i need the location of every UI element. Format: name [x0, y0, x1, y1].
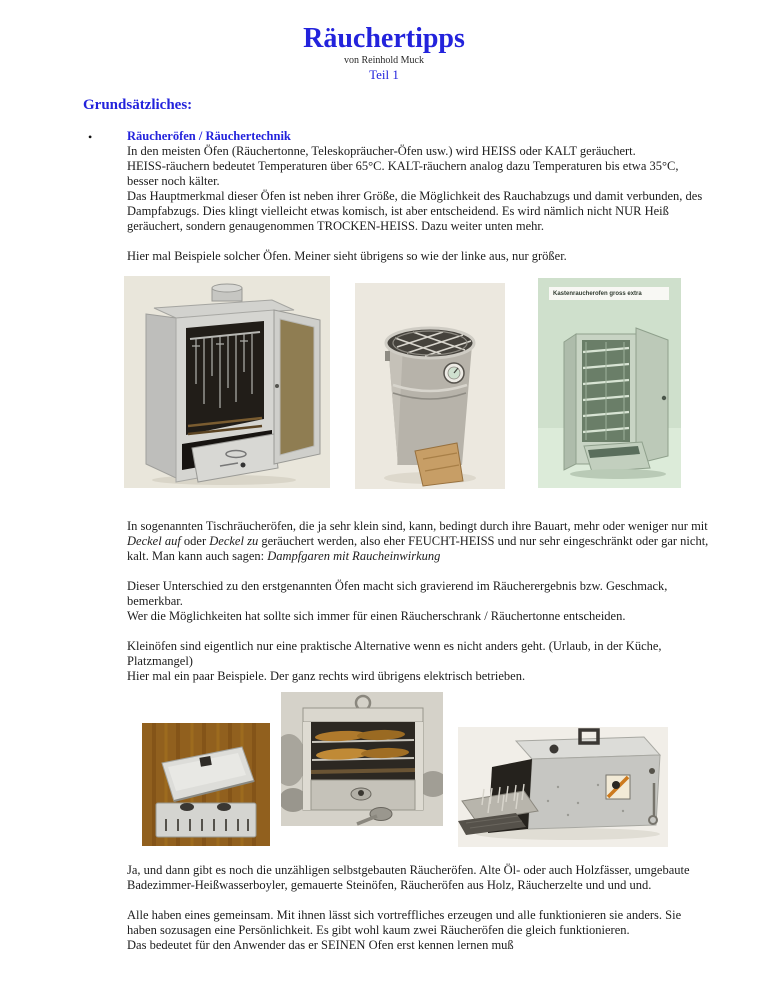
paragraph-6 — [127, 863, 768, 893]
section-heading: Grundsätzliches: — [83, 97, 193, 113]
fish-smoker-illustration — [281, 692, 443, 826]
text-line: Alle haben eines gemeinsam. Mit ihnen lässt sich vortreffliches erzeugen und alle funktionieren sie anders. Sie — [127, 908, 682, 922]
paragraph-7 — [127, 908, 768, 953]
italic-text: Dampfgaren mit Raucheinwirkung — [267, 549, 441, 563]
figure-caption: Kastenraucherofen gross extra — [553, 291, 642, 297]
text-line: besser noch kälter. — [127, 174, 220, 188]
paragraph-1 — [127, 144, 768, 234]
page-title: Räuchertipps — [303, 23, 465, 54]
text-line: Kleinöfen sind eigentlich nur eine praktische Alternative wenn es nicht anders geht. (Urlaub, in der Küche, — [127, 639, 662, 653]
text-segment: oder — [180, 534, 210, 548]
text-line: Dieser Unterschied zu den erstgenannten Öfen macht sich gravierend im Räucherergebnis bzw. Geschmack, — [127, 579, 668, 593]
figure-row-2 — [0, 692, 768, 849]
bullet-heading: Räucheröfen / Räuchertechnik — [127, 129, 291, 143]
text-line: geräuchert, sondern genaugenommen TROCKEN-HEISS. Dazu weiter unten mehr. — [127, 219, 545, 233]
figure-row-1 — [0, 276, 768, 491]
raeucherschrank-photo — [124, 276, 330, 488]
bullet-item — [88, 129, 768, 234]
part-label: Teil 1 — [369, 67, 399, 82]
byline: von Reinhold Muck — [344, 55, 424, 66]
paragraph-3 — [127, 519, 768, 564]
fischraeucherofen-photo — [281, 692, 443, 826]
box-smoker-illustration — [538, 278, 681, 488]
text-line — [127, 534, 768, 549]
text-line: Badezimmer-Heißwasserboyler, gemauerte Steinöfen, Räucheröfen aus Holz, Räucherzelte und und und. — [127, 878, 652, 892]
kastenraeucherofen-photo — [538, 278, 681, 488]
bullet-icon: • — [88, 130, 93, 144]
raeuchertonne-photo — [355, 283, 505, 489]
text-line: In den meisten Öfen (Räuchertonne, Teleskopräucher-Öfen usw.) wird HEISS oder KALT geräuchert. — [127, 144, 636, 158]
table-smoker-illustration — [142, 723, 270, 846]
text-line: In sogenannten Tischräucheröfen, die ja sehr klein sind, kann, bedingt durch ihre Bauart, mehr oder weniger nur mit — [127, 519, 708, 533]
text-line: Ja, und dann gibt es noch die unzähligen selbstgebauten Räucheröfen. Alte Öl- oder auch Holzfässer, umgebaute — [127, 863, 690, 877]
text-line — [127, 549, 768, 564]
text-line: Das bedeutet für den Anwender das er SEINEN Ofen erst kennen lernen muß — [127, 938, 514, 952]
paragraph-4 — [127, 579, 768, 624]
tischraeucherofen-photo — [142, 723, 270, 846]
text-line: Platzmangel) — [127, 654, 193, 668]
text-line: bemerkbar. — [127, 594, 183, 608]
elektro-raeucherofen-photo — [458, 727, 668, 847]
paragraph-5 — [127, 639, 768, 684]
electric-smoker-illustration — [458, 727, 668, 847]
text-line: Das Hauptmerkmal dieser Öfen ist neben ihrer Größe, die Möglichkeit des Rauchabzugs und damit verbunden, des — [127, 189, 703, 203]
smoker-barrel-illustration — [355, 283, 505, 489]
text-line: Hier mal ein paar Beispiele. Der ganz rechts wird übrigens elektrisch betrieben. — [127, 669, 526, 683]
text-line: HEISS-räuchern bedeutet Temperaturen über 65°C. KALT-räuchern analog dazu Temperaturen bis etwa 35°C, — [127, 159, 679, 173]
text-segment: geräuchert werden, also eher FEUCHT-HEISS und nur sehr eingeschränkt oder gar nicht, — [258, 534, 709, 548]
text-segment: kalt. Man kann auch sagen: — [127, 549, 268, 563]
text-line: Dampfabzugs. Dies klingt vielleicht etwas komisch, ist aber entscheidend. Es wird nämlich nicht NUR Heiß — [127, 204, 669, 218]
text-line: Hier mal Beispiele solcher Öfen. Meiner sieht übrigens so wie der linke aus, nur größer. — [127, 249, 567, 263]
text-line: haben sozusagen eine Persönlichkeit. Es gibt wohl kaum zwei Räucheröfen die gleich funktionieren. — [127, 923, 630, 937]
italic-text: Deckel zu — [209, 534, 259, 548]
italic-text: Deckel auf — [127, 534, 181, 548]
document-header — [0, 0, 768, 82]
text-line: Wer die Möglichkeiten hat sollte sich immer für einen Räucherschrank / Räuchertonne entscheiden. — [127, 609, 626, 623]
paragraph-2 — [127, 249, 768, 264]
smoker-cabinet-illustration — [124, 276, 330, 488]
